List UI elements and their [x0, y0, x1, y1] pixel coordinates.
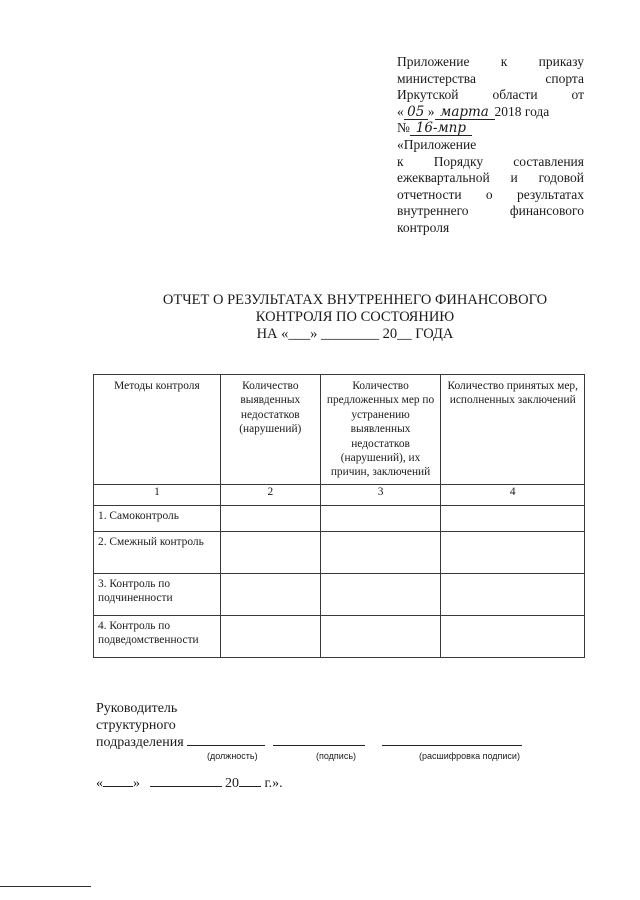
row-label: 1. Самоконтроль: [94, 505, 221, 531]
appendix-word: годовой: [538, 170, 584, 186]
caption-decoding: (расшифровка подписи): [419, 751, 520, 761]
table-cell: [320, 531, 441, 573]
sub-appendix-line-5: [397, 203, 584, 220]
title-line-3: НА «___» ________ 20__ ГОДА: [256, 326, 454, 342]
table-cell: [220, 531, 320, 573]
column-number: 1: [94, 484, 221, 505]
table-cell: [320, 573, 441, 615]
table-cell: [441, 531, 585, 573]
appendix-number-line: [397, 120, 584, 137]
table-cell: [320, 505, 441, 531]
handwritten-number: 16-мпр: [410, 121, 472, 136]
table-cell: [441, 505, 585, 531]
table-cell: [441, 615, 585, 657]
appendix-word: составления: [513, 153, 584, 169]
quote-close: »: [133, 776, 140, 791]
title-line-1: ОТЧЕТ О РЕЗУЛЬТАТАХ ВНУТРЕННЕГО ФИНАНСОВОГО: [162, 292, 548, 308]
decoding-field: [382, 745, 522, 746]
report-title: [120, 292, 590, 343]
row-label: 3. Контроль по подчиненности: [94, 573, 221, 615]
sub-appendix-line-3: [397, 170, 584, 187]
column-number: 3: [320, 484, 441, 505]
signature-field: [273, 745, 365, 746]
table-row: [94, 505, 585, 531]
appendix-word: области: [492, 87, 538, 103]
quote-open: «: [96, 776, 103, 791]
table-row: [94, 573, 585, 615]
appendix-word: приказу: [538, 54, 584, 69]
month-field: [150, 786, 222, 787]
column-header: Количество принятых мер, исполненных заключений: [441, 375, 585, 485]
column-number: 4: [441, 484, 585, 505]
appendix-word: ежеквартальной: [397, 170, 490, 186]
appendix-line-2: [397, 71, 584, 88]
footnote-rule: [0, 886, 91, 887]
appendix-word: о: [485, 186, 493, 202]
appendix-word: финансового: [509, 203, 584, 219]
appendix-header: [397, 54, 584, 237]
appendix-word: Иркутской: [397, 87, 459, 103]
day-field: [103, 786, 133, 787]
number-sign: №: [397, 120, 410, 136]
appendix-line-3: [397, 87, 584, 104]
signature-line-1: Руководитель: [96, 701, 178, 716]
table-cell: [220, 615, 320, 657]
sub-appendix-line-6: контроля: [397, 219, 450, 235]
caption-position: (должность): [207, 751, 258, 761]
appendix-word: министерства: [397, 70, 476, 86]
position-field: [187, 745, 265, 746]
column-header: Количество предложенных мер по устранению выявленных недостатков (нарушений), их причин, заключений: [320, 375, 441, 485]
column-number-row: [94, 484, 585, 505]
appendix-line-1: [397, 54, 584, 71]
appendix-word: от: [571, 87, 584, 103]
row-label: 4. Контроль по подведомственности: [94, 615, 221, 657]
appendix-word: спорта: [545, 70, 584, 86]
table-row: [94, 531, 585, 573]
table-cell: [220, 505, 320, 531]
table-cell: [320, 615, 441, 657]
year-prefix: 20: [225, 776, 239, 791]
signature-block: [96, 700, 522, 751]
appendix-word: Порядку: [433, 153, 484, 169]
table-row: [94, 615, 585, 657]
table-cell: [441, 573, 585, 615]
signature-line-2: структурного: [96, 718, 176, 733]
column-header: Методы контроля: [94, 375, 221, 485]
table-cell: [220, 573, 320, 615]
date-suffix: г.».: [264, 776, 283, 791]
quote-close: »: [427, 103, 435, 119]
appendix-word: к: [397, 153, 404, 169]
handwritten-month: марта: [435, 105, 495, 120]
caption-signature: (подпись): [316, 751, 357, 761]
table-header-row: [94, 375, 585, 485]
appendix-word: отчетности: [397, 186, 462, 202]
appendix-word: внутреннего: [397, 203, 469, 219]
appendix-date-line: [397, 104, 584, 121]
signature-label: подразделения: [96, 735, 184, 750]
quote-open: «: [397, 103, 404, 119]
column-number: 2: [220, 484, 320, 505]
sub-appendix-line-4: [397, 187, 584, 204]
sub-appendix-line-2: [397, 154, 584, 171]
signature-line-3: [96, 734, 522, 751]
row-label: 2. Смежный контроль: [94, 531, 221, 573]
appendix-word: к: [500, 54, 508, 69]
appendix-word: и: [510, 170, 518, 186]
date-line: [96, 776, 283, 792]
appendix-word: Приложение: [397, 54, 470, 69]
handwritten-day: 05: [404, 105, 428, 120]
year-field: [239, 786, 261, 787]
title-line-2: КОНТРОЛЯ ПО СОСТОЯНИЮ: [255, 309, 455, 325]
appendix-word: результатах: [516, 186, 584, 202]
date-year: 2018 года: [494, 103, 550, 119]
sub-appendix-line-1: «Приложение: [397, 136, 477, 152]
report-table: [93, 374, 585, 658]
column-header: Количество выявденных недостатков (нарушений): [220, 375, 320, 485]
